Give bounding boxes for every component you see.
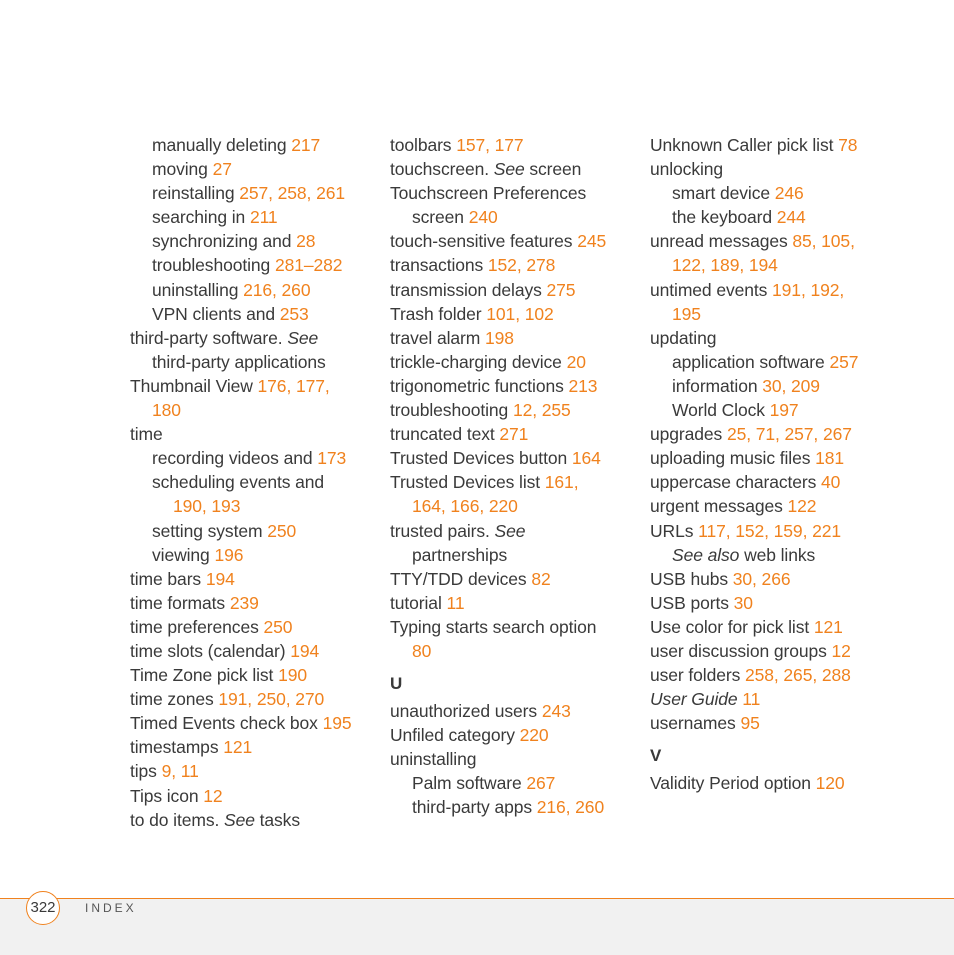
entry-text: usernames	[650, 713, 741, 734]
index-entry	[390, 699, 640, 723]
index-subentry	[130, 278, 380, 302]
footer-bar	[0, 898, 954, 955]
index-entry	[130, 567, 380, 591]
entry-text: user folders	[650, 665, 745, 686]
entry-text: unread messages	[650, 231, 793, 252]
index-column-1	[130, 133, 380, 832]
entry-text: Tips icon	[130, 785, 204, 806]
index-entry	[390, 422, 640, 446]
entry-text: tutorial	[390, 592, 447, 613]
page-reference[interactable]: 152, 278	[487, 255, 556, 276]
index-subentry	[390, 771, 640, 795]
page-reference[interactable]: 12	[831, 640, 851, 661]
index-entry	[650, 615, 900, 639]
index-entry	[130, 808, 380, 832]
page-reference[interactable]: 240	[468, 207, 498, 228]
index-entry	[650, 470, 900, 494]
index-subentry	[130, 494, 380, 518]
index-entry	[650, 494, 900, 518]
index-entry	[390, 374, 640, 398]
entry-text: screen	[524, 159, 582, 180]
entry-text: tasks	[254, 809, 300, 830]
page-reference[interactable]: 117, 152, 159, 221	[698, 520, 841, 541]
index-entry	[650, 422, 900, 446]
entry-text: screen	[412, 207, 469, 228]
index-entry	[390, 567, 640, 591]
index-subentry	[390, 205, 640, 229]
index-subentry	[130, 133, 380, 157]
index-subentry	[130, 350, 380, 374]
page-reference[interactable]: 244	[776, 207, 806, 228]
index-entry	[390, 747, 640, 771]
entry-text: Thumbnail View	[130, 375, 258, 396]
index-entry	[650, 639, 900, 663]
index-entry	[130, 639, 380, 663]
entry-text: trusted pairs.	[390, 520, 495, 541]
index-subentry	[390, 543, 640, 567]
see-reference: See	[493, 159, 525, 180]
index-subentry	[130, 543, 380, 567]
see-reference: See	[494, 520, 526, 541]
page-reference[interactable]: 239	[229, 592, 259, 613]
entry-text: application software	[672, 351, 830, 372]
entry-text: timestamps	[130, 737, 224, 758]
entry-text: smart device	[672, 183, 775, 204]
entry-text: time slots (calendar)	[130, 640, 291, 661]
entry-text: manually deleting	[152, 135, 292, 155]
index-entry	[130, 735, 380, 759]
page-reference[interactable]: 176, 177,	[257, 375, 330, 396]
entry-text: untimed events	[650, 279, 773, 300]
page-reference[interactable]: 190, 193	[173, 496, 241, 517]
entry-text: third-party applications	[152, 351, 326, 372]
page-reference[interactable]: 28	[296, 231, 316, 252]
index-entry	[130, 663, 380, 687]
page-reference[interactable]: 195	[322, 713, 352, 734]
index-entry	[390, 302, 640, 326]
entry-text: World Clock	[672, 400, 770, 421]
page-reference[interactable]: 121	[223, 737, 253, 758]
page-reference[interactable]: 181	[815, 448, 845, 469]
entry-text: partnerships	[412, 544, 508, 565]
index-entry	[130, 687, 380, 711]
page-reference[interactable]: 157, 177	[456, 135, 524, 155]
entry-text: unauthorized users	[390, 701, 542, 722]
page-reference[interactable]: 190	[278, 665, 307, 686]
page-reference[interactable]: 40	[821, 472, 841, 493]
entry-text: Validity Period option	[650, 773, 816, 794]
index-entry	[390, 157, 640, 181]
entry-text: reinstalling	[152, 183, 240, 204]
index-entry	[650, 278, 900, 302]
page-reference[interactable]: 191, 250, 270	[218, 689, 325, 710]
page-reference[interactable]: 267	[526, 773, 556, 794]
index-entry	[650, 687, 900, 711]
page-reference[interactable]: 281–282	[274, 255, 343, 276]
page-reference[interactable]: 197	[769, 400, 799, 421]
page-reference[interactable]: 11	[446, 592, 465, 613]
index-entry	[650, 446, 900, 470]
index-subentry	[650, 374, 900, 398]
page-reference[interactable]: 180	[152, 400, 181, 421]
page-number: 322	[26, 891, 60, 925]
page-reference[interactable]: 30, 266	[732, 568, 791, 589]
entry-text: synchronizing and	[152, 231, 297, 252]
entry-text: third-party apps	[412, 797, 537, 818]
index-entry	[130, 326, 380, 350]
entry-text: web links	[739, 544, 816, 565]
page-reference[interactable]: 85, 105,	[792, 231, 855, 252]
entry-text: recording videos and	[152, 448, 318, 469]
entry-text: urgent messages	[650, 496, 788, 517]
entry-text: Trusted Devices button	[390, 448, 572, 469]
index-subentry	[130, 253, 380, 277]
page-reference[interactable]: 173	[317, 448, 347, 469]
index-subentry	[130, 446, 380, 470]
entry-text: moving	[152, 159, 213, 180]
entry-text: uppercase characters	[650, 472, 822, 493]
entry-text: time formats	[130, 592, 230, 613]
entry-text: user discussion groups	[650, 640, 832, 661]
entry-text: time zones	[130, 689, 219, 710]
index-subentry	[130, 229, 380, 253]
entry-text: touchscreen.	[390, 159, 494, 180]
page-reference[interactable]: 257	[829, 351, 859, 372]
index-subentry	[390, 639, 640, 663]
entry-text: TTY/TDD devices	[390, 568, 532, 589]
index-entry	[130, 374, 380, 398]
entry-text: VPN clients and	[152, 303, 280, 324]
index-subentry	[130, 181, 380, 205]
page-reference[interactable]: 216, 260	[243, 279, 311, 300]
entry-text: searching in	[152, 207, 250, 228]
page-reference[interactable]: 27	[212, 159, 232, 180]
page-reference[interactable]: 217	[291, 135, 321, 155]
page-reference[interactable]: 213	[568, 375, 598, 396]
page-reference[interactable]: 211	[249, 207, 278, 228]
page-reference[interactable]: 194	[205, 568, 235, 589]
page-reference[interactable]: 246	[774, 183, 804, 204]
index-entry	[390, 350, 640, 374]
entry-text: truncated text	[390, 424, 500, 445]
page-reference[interactable]: 95	[740, 713, 760, 734]
page-reference[interactable]: 196	[214, 544, 244, 565]
index-subentry	[390, 795, 640, 819]
index-subentry	[650, 302, 900, 326]
index-entry	[390, 615, 640, 639]
page-reference[interactable]: 78	[838, 135, 858, 155]
index-entry	[390, 229, 640, 253]
index-entry	[390, 133, 640, 157]
page-reference[interactable]: 275	[546, 279, 576, 300]
page-reference[interactable]: 216, 260	[536, 797, 605, 818]
entry-text: unlocking	[650, 159, 724, 180]
entry-text: Typing starts search option	[390, 616, 597, 637]
entry-text: setting system	[152, 520, 268, 541]
index-subentry	[130, 205, 380, 229]
page-reference[interactable]: 191, 192,	[772, 279, 845, 300]
index-entry	[390, 591, 640, 615]
entry-text: transactions	[390, 255, 488, 276]
page-reference[interactable]: 164, 166, 220	[412, 496, 518, 517]
index-entry	[130, 591, 380, 615]
page-reference[interactable]: 250	[263, 616, 293, 637]
page-reference[interactable]: 161,	[544, 472, 579, 493]
index-subentry	[130, 398, 380, 422]
page-reference[interactable]: 258, 265, 288	[745, 665, 851, 686]
page-reference[interactable]: 164	[571, 448, 601, 469]
entry-text: troubleshooting	[152, 255, 275, 276]
page-reference[interactable]: 101, 102	[486, 303, 554, 324]
index-subentry	[650, 181, 900, 205]
page-reference[interactable]: 12, 255	[512, 400, 571, 421]
index-subentry	[650, 350, 900, 374]
see-reference: See	[224, 809, 255, 830]
section-label: INDEX	[85, 901, 137, 915]
entry-text: Use color for pick list	[650, 616, 814, 637]
page-reference[interactable]: 271	[499, 424, 529, 445]
page-reference[interactable]: 243	[541, 701, 571, 722]
index-entry	[650, 591, 900, 615]
index-subentry	[130, 519, 380, 543]
entry-text: travel alarm	[390, 327, 485, 348]
index-entry	[130, 784, 380, 808]
page-reference[interactable]: 80	[412, 640, 432, 661]
entry-text: Unknown Caller pick list	[650, 135, 839, 155]
entry-text: toolbars	[390, 135, 457, 155]
entry-text: information	[672, 375, 763, 396]
entry-text: to do items.	[130, 809, 225, 830]
entry-text: Touchscreen Preferences	[390, 183, 587, 204]
entry-text: scheduling events and	[152, 472, 325, 493]
page-reference[interactable]: 194	[290, 640, 320, 661]
index-subentry	[130, 470, 380, 494]
entry-text: updating	[650, 327, 717, 348]
index-entry	[390, 446, 640, 470]
entry-text: uploading music files	[650, 448, 816, 469]
index-entry	[650, 771, 900, 795]
index-entry	[650, 519, 900, 543]
index-entry	[390, 326, 640, 350]
index-letter-heading: U	[390, 674, 403, 694]
index-subentry	[390, 494, 640, 518]
entry-text: USB ports	[650, 592, 734, 613]
index-subentry	[130, 157, 380, 181]
index-subentry	[650, 205, 900, 229]
entry-text: trickle-charging device	[390, 351, 567, 372]
entry-text: Trusted Devices list	[390, 472, 545, 493]
page-reference[interactable]: 20	[566, 351, 586, 372]
entry-text: transmission delays	[390, 279, 547, 300]
entry-text: USB hubs	[650, 568, 733, 589]
entry-text: touch-sensitive features	[390, 231, 578, 252]
page-reference[interactable]: 25, 71, 257, 267	[726, 424, 852, 445]
index-letter-heading: V	[650, 746, 662, 766]
page-reference[interactable]: 12	[203, 785, 223, 806]
entry-text: time preferences	[130, 616, 264, 637]
index-entry	[650, 157, 900, 181]
index-entry	[130, 422, 380, 446]
index-column-3	[650, 133, 900, 795]
entry-text: Timed Events check box	[130, 713, 323, 734]
page-reference[interactable]: 122, 189, 194	[672, 255, 778, 276]
index-entry	[390, 723, 640, 747]
entry-text: Palm software	[412, 773, 527, 794]
index-entry	[650, 326, 900, 350]
index-entry	[130, 615, 380, 639]
index-column-2	[390, 133, 640, 820]
page-reference[interactable]: 257, 258, 261	[239, 183, 345, 204]
see-reference: See	[287, 327, 319, 348]
index-subentry	[650, 398, 900, 422]
entry-text: upgrades	[650, 424, 727, 445]
entry-text: troubleshooting	[390, 400, 513, 421]
index-subentry	[650, 253, 900, 277]
entry-text: tips	[130, 761, 162, 782]
entry-text: viewing	[152, 544, 215, 565]
page-reference[interactable]: 245	[577, 231, 607, 252]
see-reference: See also	[672, 544, 740, 565]
entry-text: uninstalling	[152, 279, 244, 300]
page-reference[interactable]: 121	[813, 616, 843, 637]
index-entry	[130, 711, 380, 735]
entry-text: Time Zone pick list	[130, 665, 279, 686]
page-reference[interactable]: 30	[733, 592, 753, 613]
entry-text: uninstalling	[390, 749, 477, 770]
index-entry	[650, 711, 900, 735]
page-reference[interactable]: 30, 209	[762, 375, 820, 396]
index-subentry	[130, 302, 380, 326]
entry-text: time bars	[130, 568, 206, 589]
see-reference: User Guide	[650, 689, 738, 710]
entry-text: the keyboard	[672, 207, 777, 228]
entry-text: URLs	[650, 520, 699, 541]
entry-text: Trash folder	[390, 303, 487, 324]
index-entry	[390, 181, 640, 205]
entry-text: time	[130, 424, 163, 445]
index-entry	[650, 133, 900, 157]
page-reference[interactable]: 253	[279, 303, 309, 324]
page-reference[interactable]: 82	[531, 568, 551, 589]
entry-text: trigonometric functions	[390, 375, 569, 396]
page-reference[interactable]: 220	[519, 725, 549, 746]
page-reference[interactable]: 11	[737, 689, 761, 710]
entry-text: third-party software.	[130, 327, 288, 348]
page-reference[interactable]: 120	[815, 773, 845, 794]
page-reference[interactable]: 122	[787, 496, 817, 517]
page-reference[interactable]: 198	[484, 327, 514, 348]
index-entry	[130, 759, 380, 783]
index-entry	[650, 229, 900, 253]
index-subentry	[650, 543, 900, 567]
page-reference[interactable]: 195	[672, 303, 701, 324]
page-reference[interactable]: 250	[267, 520, 297, 541]
index-entry	[390, 519, 640, 543]
index-entry	[390, 398, 640, 422]
index-entry	[390, 278, 640, 302]
page-reference[interactable]: 9, 11	[161, 761, 199, 782]
entry-text: Unfiled category	[390, 725, 520, 746]
index-entry	[390, 253, 640, 277]
index-entry	[650, 567, 900, 591]
index-entry	[390, 470, 640, 494]
index-entry	[650, 663, 900, 687]
